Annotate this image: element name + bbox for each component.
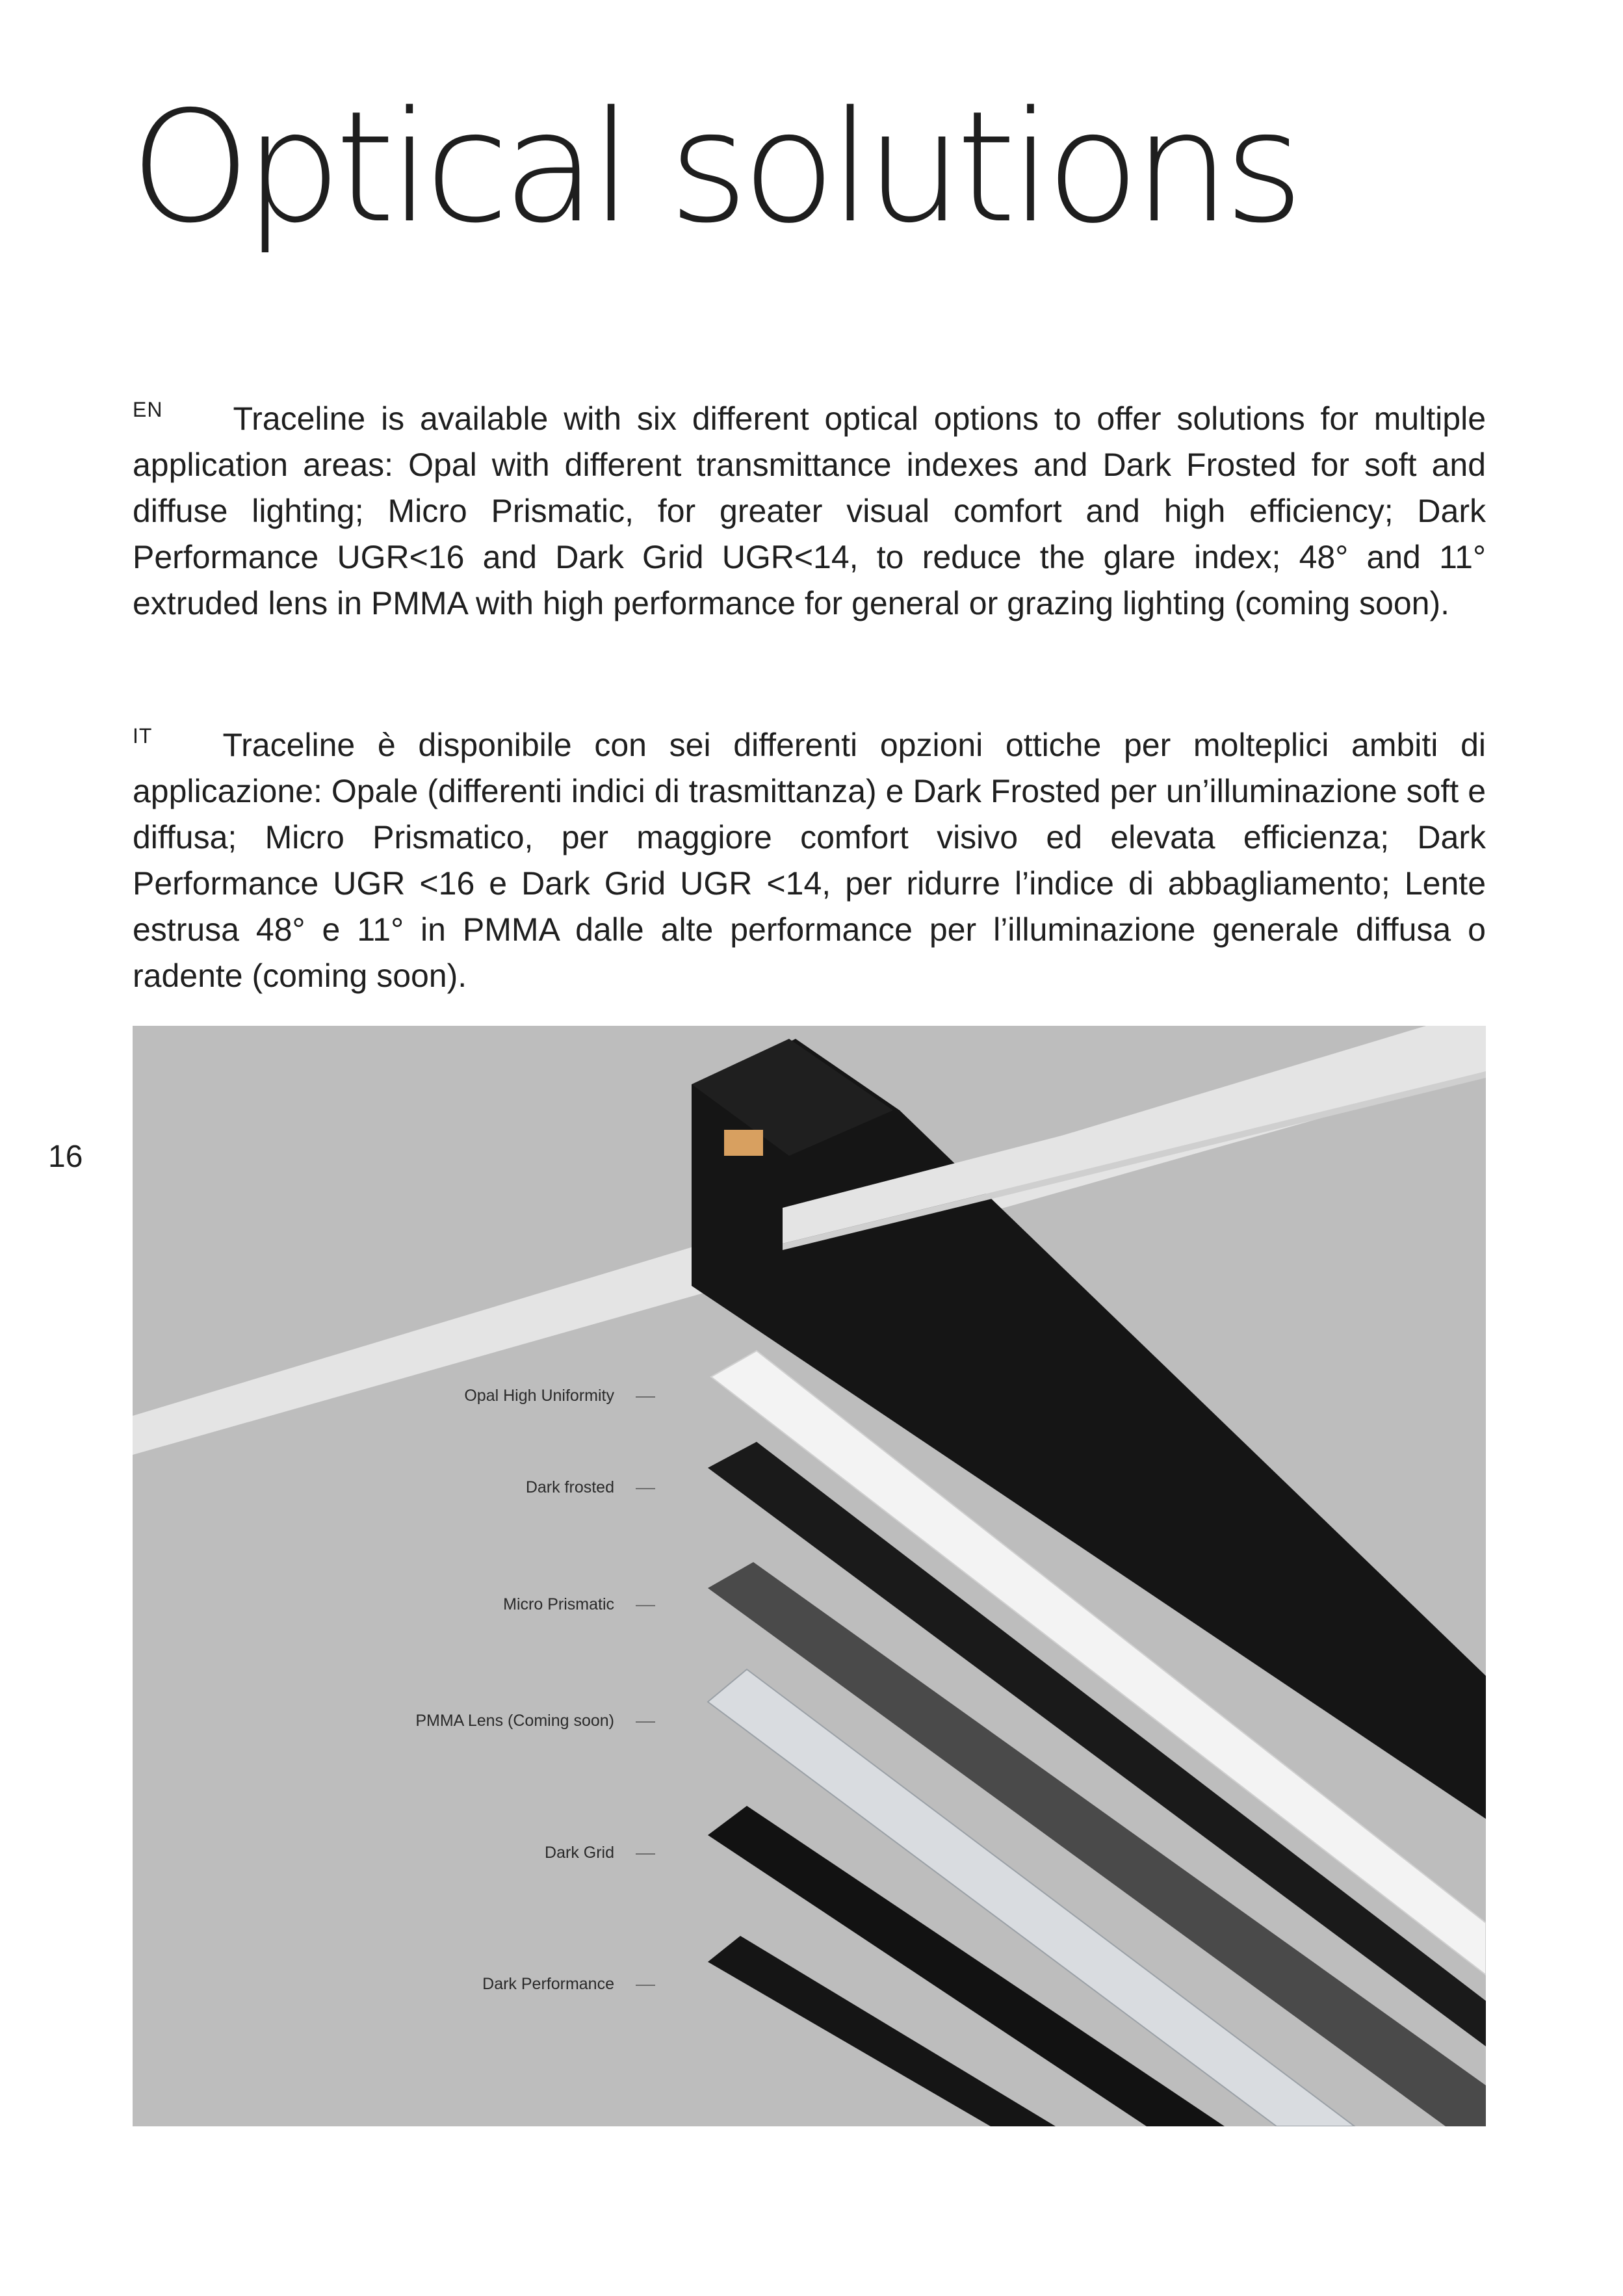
callout-leader-line	[636, 1396, 655, 1398]
paragraph-it-text: Traceline è disponibile con sei differenti opzioni ottiche per molteplici ambiti di applicazione: Opale (differenti indici di trasmittanza) e Dark Frosted per un’illuminazione soft e diffusa; Micro Prismatico, per maggiore comfort visivo ed elevata efficienza; Dark Performance UGR <16 e Dark Grid UGR <14, per ridurre l’indice di abbagliamento; Lente estrusa 48° e 11° in PMMA dalle alte performance per l’illuminazione generale diffusa o radente (coming soon).	[133, 727, 1486, 994]
callout-dark-frosted: Dark frosted	[525, 1478, 614, 1496]
product-illustration	[133, 1026, 1486, 2126]
callout-opal-high-uniformity: Opal High Uniformity	[464, 1387, 614, 1405]
callout-leader-line	[636, 1853, 655, 1855]
paragraph-en	[133, 387, 1486, 627]
paragraph-it	[133, 713, 1486, 999]
product-figure	[133, 1026, 1486, 2126]
language-tag-en: EN	[133, 398, 163, 421]
callout-leader-line	[636, 1985, 655, 1986]
led-chip-icon	[724, 1130, 763, 1156]
callout-leader-line	[636, 1605, 655, 1606]
callout-micro-prismatic: Micro Prismatic	[503, 1595, 614, 1613]
callout-dark-grid: Dark Grid	[545, 1844, 614, 1862]
paragraph-en-text: Traceline is available with six different optical options to offer solutions for multiple application areas: Opal with different transmittance indexes and Dark Frosted for soft and diffuse lighting; Micro Prismatic, for greater visual comfort and high efficiency; Dark Performance UGR<16 and Dark Grid UGR<14, to reduce the glare index; 48° and 11° extruded lens in PMMA with high performance for general or grazing lighting (coming soon).	[133, 400, 1486, 621]
callout-leader-line	[636, 1488, 655, 1489]
page-title: Optical solutions	[130, 78, 1298, 257]
page-number: 16	[48, 1140, 83, 1174]
language-tag-it: IT	[133, 724, 153, 748]
callout-pmma-lens: PMMA Lens (Coming soon)	[415, 1712, 614, 1730]
callout-leader-line	[636, 1721, 655, 1723]
callout-dark-performance: Dark Performance	[482, 1975, 614, 1993]
